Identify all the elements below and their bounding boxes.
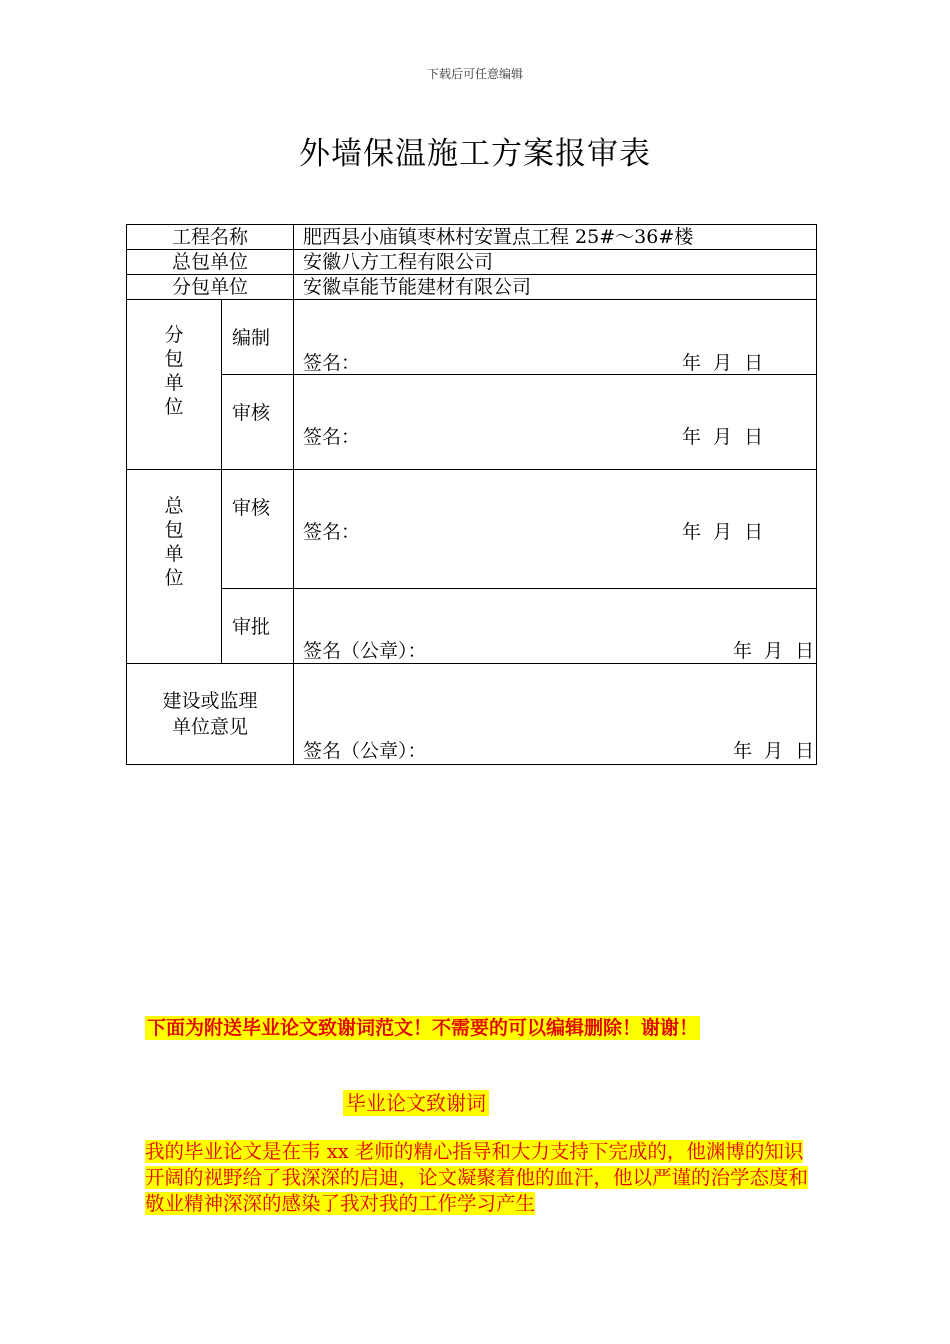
approve-sign-area[interactable] [294,589,817,664]
supervisor-date-label: 年 月 日 [733,740,818,762]
thanks-title: 毕业论文致谢词 [343,1090,489,1116]
compile-date-label: 年 月 日 [682,352,767,374]
supervisor-opinion-sign-area[interactable] [294,664,817,765]
supervisor-opinion-label [127,664,294,765]
page-title: 外墙保温施工方案报审表 [299,136,651,172]
project-name-label: 工程名称 [127,225,294,250]
compile-sign-label: 签名： [303,352,361,374]
approve-cell [222,589,294,664]
general-contractor-label: 总包单位 [127,250,294,275]
sub-review-date-label: 年 月 日 [682,426,767,448]
sub-review-cell [222,375,294,470]
subcontractor-label: 分包单位 [127,275,294,300]
compile-label: 编制 [232,327,271,349]
general-review-cell [222,470,294,589]
general-unit-section-label [127,470,222,664]
sub-review-sign-area[interactable] [294,375,817,470]
sub-review-label: 审核 [232,402,271,424]
approve-sign-label: 签名（公章）： [303,640,427,662]
compile-cell [222,300,294,375]
project-name-value: 肥西县小庙镇枣林村安置点工程 25#～36#楼 [294,225,817,250]
supervisor-sign-label: 签名（公章）： [303,740,427,762]
sub-unit-vertical-label: 分包单位 [164,324,184,418]
sub-review-sign-label: 签名： [303,426,361,448]
approve-date-label: 年 月 日 [733,640,818,662]
supervisor-opinion-label-line2: 单位意见 [172,716,249,738]
general-unit-vertical-label: 总包单位 [164,495,184,589]
approval-form-table [126,224,817,765]
general-review-sign-area[interactable] [294,470,817,589]
general-contractor-value: 安徽八方工程有限公司 [294,250,817,275]
thanks-body [145,1139,810,1217]
appendix-notice: 下面为附送毕业论文致谢词范文！不需要的可以编辑删除！谢谢！ [147,1017,699,1039]
general-review-sign-label: 签名： [303,521,361,543]
sub-unit-section-label [127,300,222,470]
supervisor-opinion-label-line1: 建设或监理 [162,690,258,712]
compile-sign-area[interactable] [294,300,817,375]
subcontractor-value: 安徽卓能节能建材有限公司 [294,275,817,300]
header-note: 下载后可任意编辑 [426,67,523,81]
general-review-label: 审核 [232,497,271,519]
approve-label: 审批 [232,616,271,638]
general-review-date-label: 年 月 日 [682,521,767,543]
thanks-body-text: 我的毕业论文是在韦 xx 老师的精心指导和大力支持下完成的，他渊博的知识开阔的视野给了我深深的启迪，论文凝聚着他的血汗，他以严谨的治学态度和敬业精神深深的感染了我对我的工作学习产生 [145,1140,809,1215]
